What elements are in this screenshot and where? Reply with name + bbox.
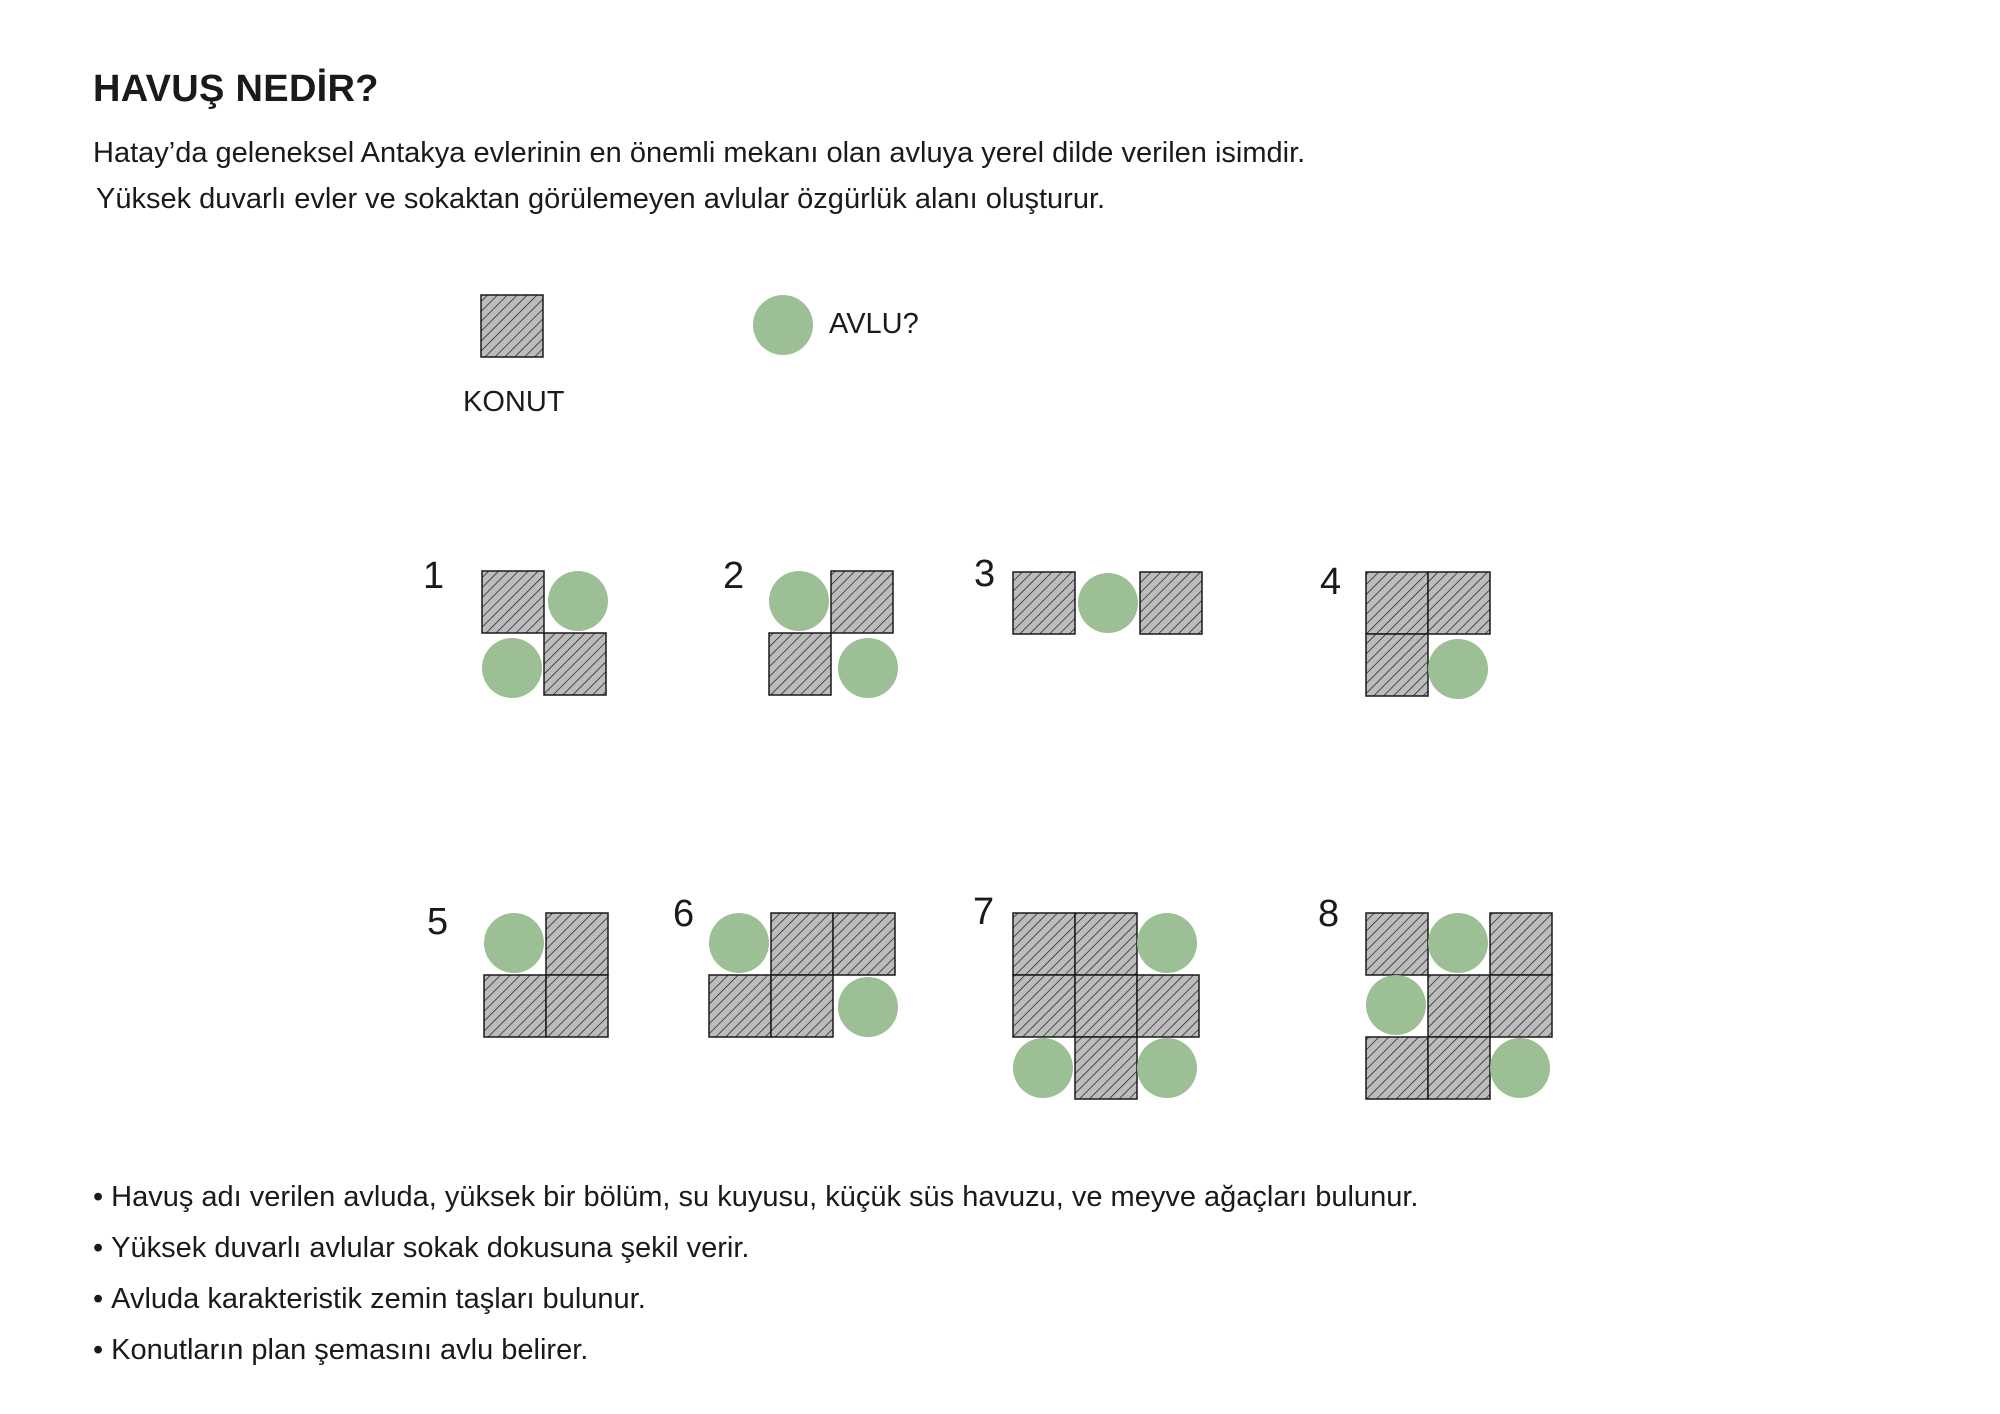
house-block [1490, 975, 1552, 1037]
courtyard-circle [484, 913, 544, 973]
configuration-7 [1013, 913, 1199, 1099]
house-block [831, 571, 893, 633]
house-block [1428, 1037, 1490, 1099]
house-block [1013, 572, 1075, 634]
house-block [1137, 975, 1199, 1037]
courtyard-circle [769, 571, 829, 631]
house-block [1075, 1037, 1137, 1099]
note-item: • Konutların plan şemasını avlu belirer. [93, 1325, 1418, 1376]
house-block [769, 633, 831, 695]
courtyard-circle [1428, 913, 1488, 973]
configuration-1 [482, 571, 608, 698]
page-title: HAVUŞ NEDİR? [93, 68, 379, 110]
house-block [1366, 634, 1428, 696]
house-block [482, 571, 544, 633]
courtyard-circle [1428, 639, 1488, 699]
house-block [1013, 913, 1075, 975]
house-block [1428, 572, 1490, 634]
legend-house-label: KONUT [463, 386, 565, 418]
config-number-4: 4 [1320, 561, 1342, 603]
house-block [1366, 913, 1428, 975]
house-block [1490, 913, 1552, 975]
house-block [544, 633, 606, 695]
house-block [771, 913, 833, 975]
house-block [709, 975, 771, 1037]
courtyard-circle [482, 638, 542, 698]
config-number-7: 7 [973, 891, 995, 933]
courtyard-circle [709, 913, 769, 973]
configuration-8 [1366, 913, 1552, 1099]
legend [481, 295, 813, 357]
config-number-8: 8 [1318, 893, 1340, 935]
configuration-2 [769, 571, 898, 698]
house-block [1013, 975, 1075, 1037]
configuration-5 [484, 913, 608, 1037]
house-block [1075, 975, 1137, 1037]
house-block [546, 913, 608, 975]
house-block [771, 975, 833, 1037]
courtyard-circle [1078, 573, 1138, 633]
configuration-6 [709, 913, 898, 1037]
courtyard-circle [838, 977, 898, 1037]
courtyard-circle [1137, 913, 1197, 973]
courtyard-circle [1490, 1038, 1550, 1098]
house-block [1366, 572, 1428, 634]
config-number-1: 1 [423, 555, 445, 597]
config-number-6: 6 [673, 893, 695, 935]
house-block [1428, 975, 1490, 1037]
house-block [1140, 572, 1202, 634]
note-item: • Yüksek duvarlı avlular sokak dokusuna şekil verir. [93, 1223, 1418, 1274]
notes-list [93, 1172, 1418, 1376]
note-item: • Havuş adı verilen avluda, yüksek bir bölüm, su kuyusu, küçük süs havuzu, ve meyve ağaçları bulunur. [93, 1172, 1418, 1223]
courtyard-circle [1013, 1038, 1073, 1098]
legend-courtyard-swatch [753, 295, 813, 355]
house-block [546, 975, 608, 1037]
config-number-2: 2 [723, 555, 745, 597]
courtyard-circle [1366, 975, 1426, 1035]
config-number-5: 5 [427, 901, 449, 943]
note-item: • Avluda karakteristik zemin taşları bulunur. [93, 1274, 1418, 1325]
config-number-3: 3 [974, 553, 996, 595]
configuration-3 [1013, 572, 1202, 634]
house-block [1075, 913, 1137, 975]
legend-house-swatch [481, 295, 543, 357]
courtyard-circle [838, 638, 898, 698]
house-block [484, 975, 546, 1037]
courtyard-circle [1137, 1038, 1197, 1098]
house-block [1366, 1037, 1428, 1099]
intro-line-1: Hatay’da geleneksel Antakya evlerinin en önemli mekanı olan avluya yerel dilde verilen isimdir. [93, 137, 1306, 169]
house-block [833, 913, 895, 975]
courtyard-circle [548, 571, 608, 631]
legend-courtyard-label: AVLU? [829, 308, 919, 340]
configuration-4 [1366, 572, 1490, 699]
intro-line-2: Yüksek duvarlı evler ve sokaktan görülemeyen avlular özgürlük alanı oluşturur. [96, 183, 1106, 215]
